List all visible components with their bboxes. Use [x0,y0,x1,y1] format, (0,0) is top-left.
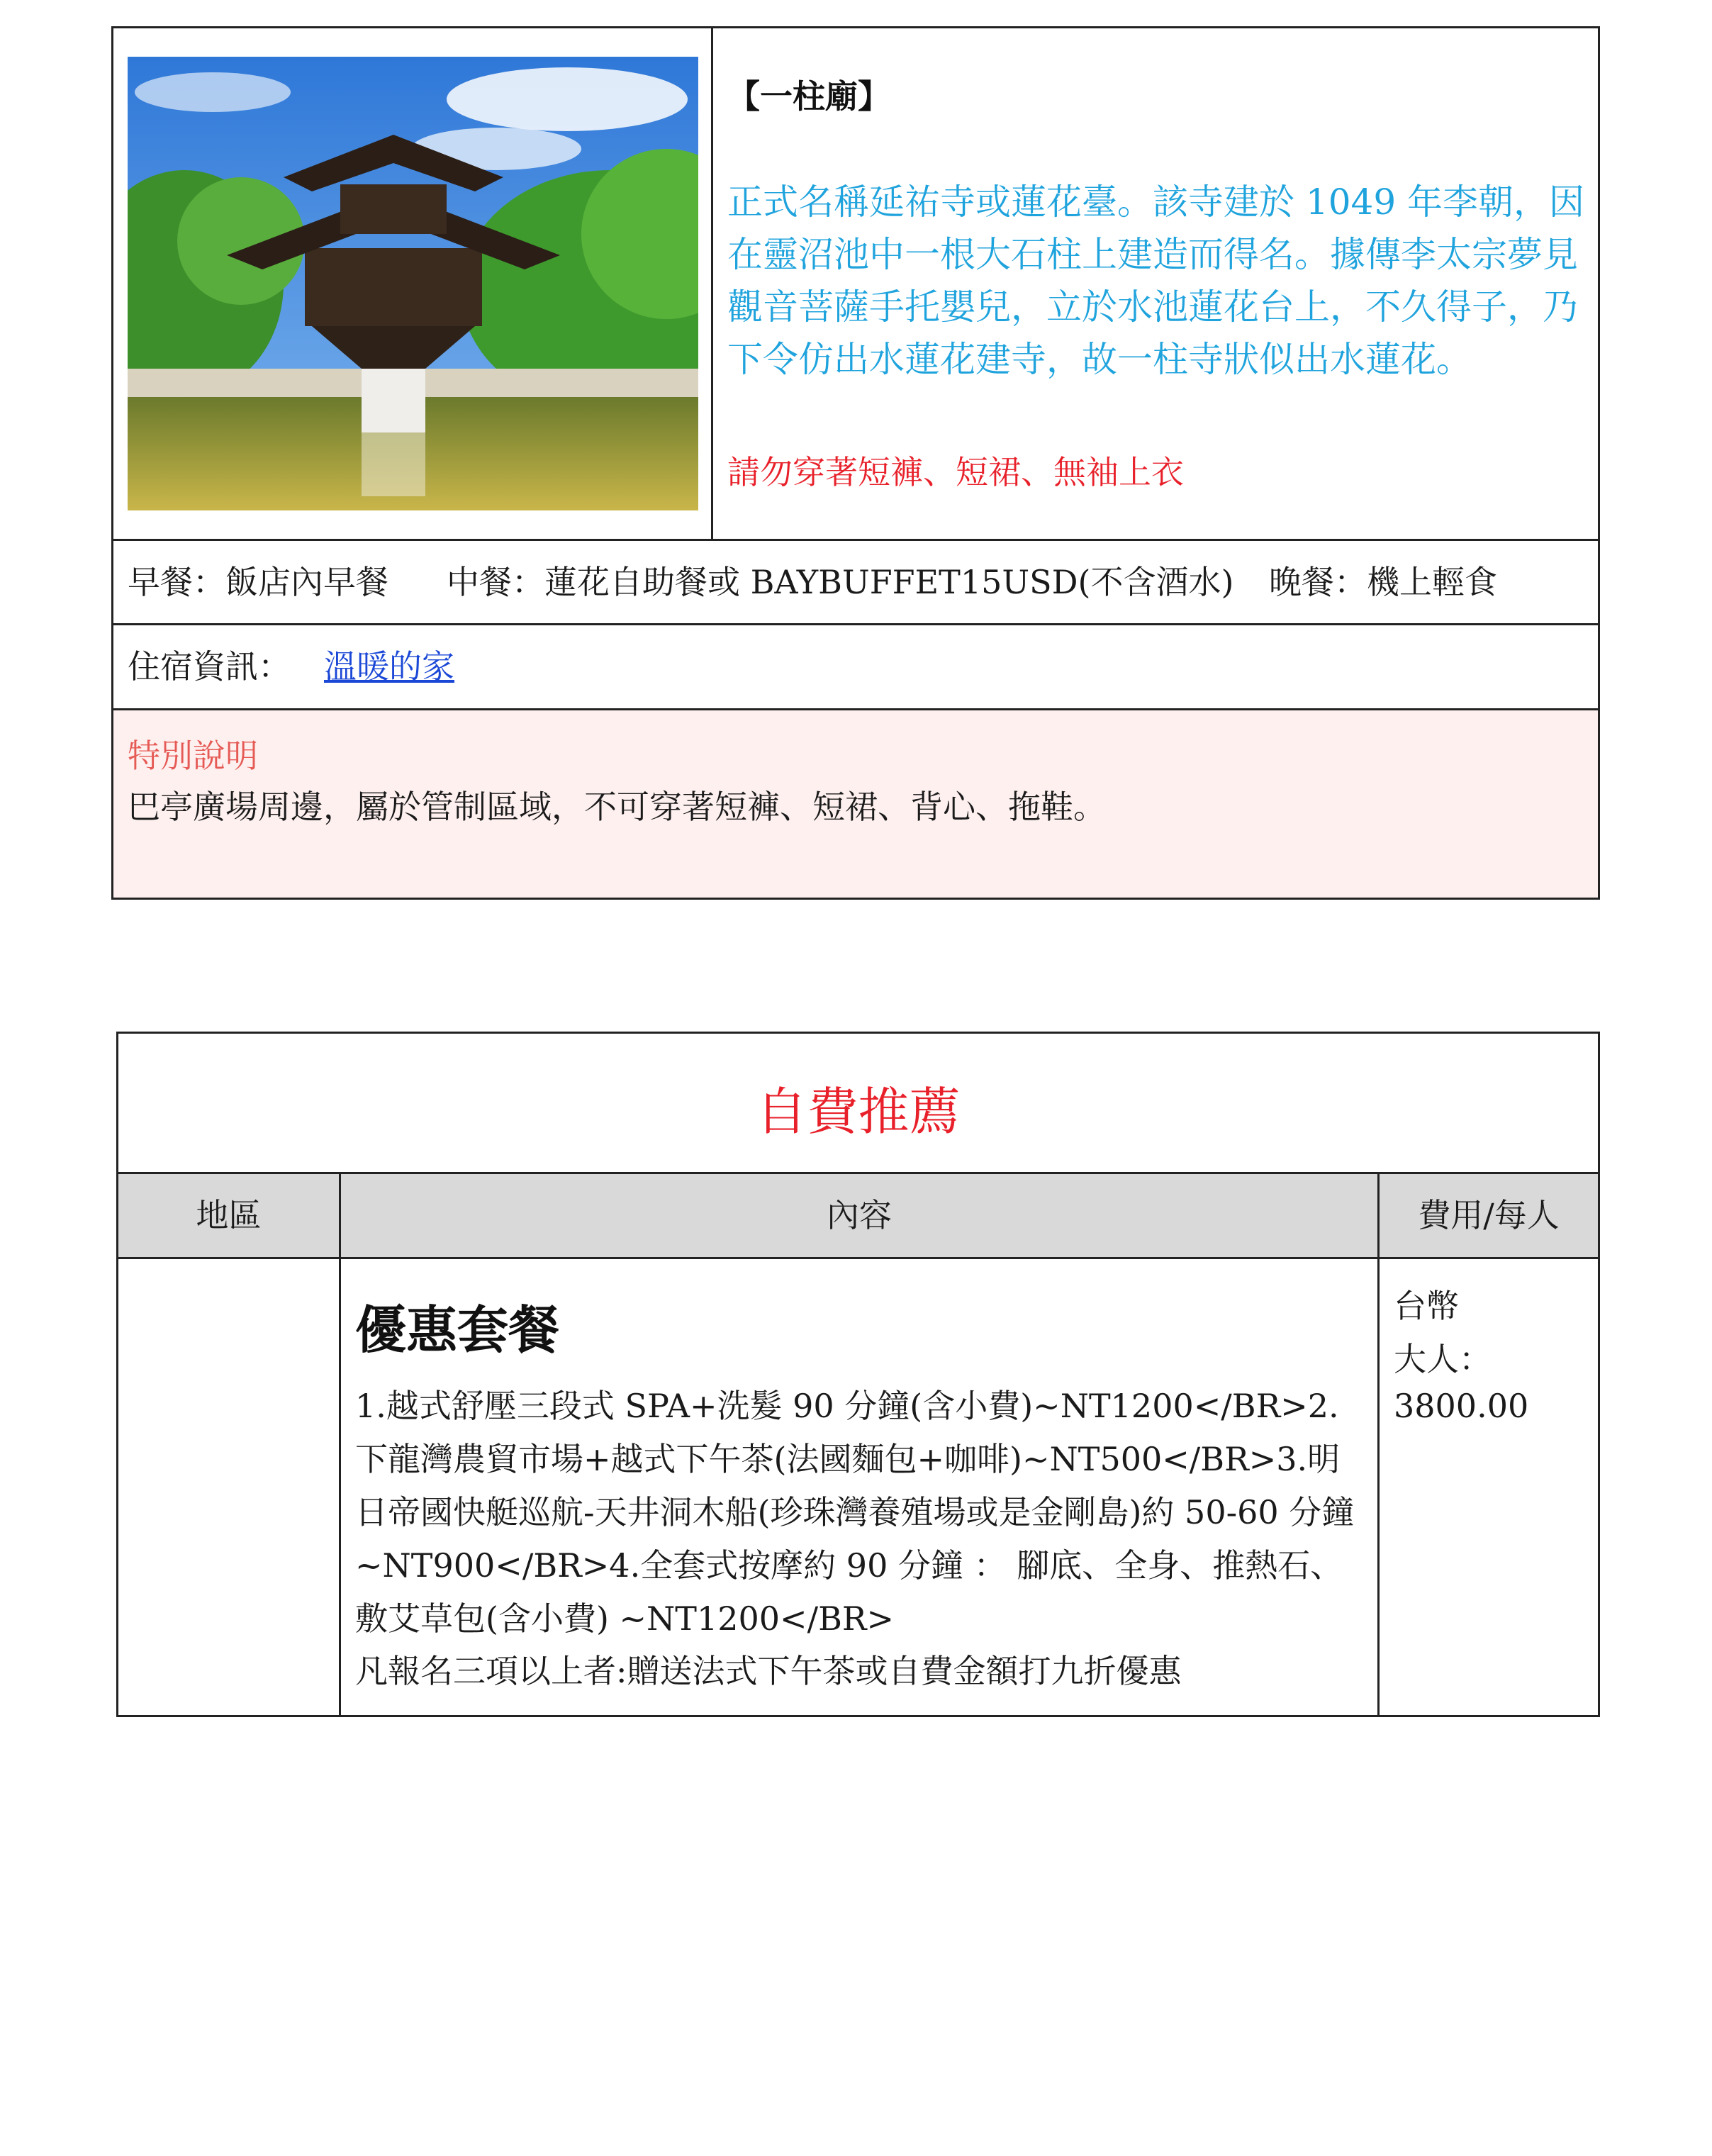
fee-cell [1380,1259,1598,1715]
breakfast-info: 早餐：飯店內早餐 [128,563,388,601]
optional-tours-table [116,1032,1600,1717]
attraction-row [113,28,1598,541]
one-pillar-pagoda-image [128,57,698,510]
hotel-row [113,625,1598,710]
fee-currency: 台幣 [1394,1287,1459,1325]
attraction-table [111,26,1600,900]
special-notes [113,710,1598,898]
content-cell [341,1259,1380,1715]
header-fee: 費用/每人 [1418,1196,1560,1234]
package-bonus: 凡報名三項以上者:贈送法式下午茶或自費金額打九折優惠 [355,1652,1182,1690]
attraction-title: 【一柱廟】 [727,77,890,116]
optional-tours-title-row [118,1034,1598,1174]
description-cell [713,28,1598,539]
region-cell [118,1259,341,1715]
special-notes-title: 特別說明 [128,737,258,775]
attraction-description: 正式名稱延祐寺或蓮花臺。該寺建於 1049 年李朝，因在靈沼池中一根大石柱上建造而得名。據傳李太宗夢見觀音菩薩手托嬰兒，立於水池蓮花台上，不久得子，乃下令仿出水蓮花建寺，故一柱寺狀似出水蓮花。 [727,181,1585,380]
dress-code-warning: 請勿穿著短褲、短裙、無袖上衣 [727,453,1184,491]
fee-amount: 3800.00 [1394,1387,1529,1425]
package-description: 1.越式舒壓三段式 SPA+洗髮 90 分鐘(含小費)~NT1200</BR>2.下龍灣農貿市場+越式下午茶(法國麵包+咖啡)~NT500</BR>3.明日帝國快艇巡航-天井洞木船(珍珠灣養殖場或是金剛島)約 50-60 分鐘~NT900</BR>4.全套式按摩約 90 分鐘 ： 腳底、全身、推熱石、敷艾草包(含小費) ~NT1200</BR> [355,1387,1355,1638]
hotel-label: 住宿資訊： [128,647,291,686]
header-content: 內容 [341,1174,1380,1257]
photo-cell [113,28,713,539]
meals-row [113,541,1598,625]
lunch-info: 中餐：蓮花自助餐或 BAYBUFFET15USD(不含酒水) [447,563,1234,601]
table-header [118,1174,1598,1259]
fee-adult-label: 大人： [1394,1340,1492,1378]
optional-tours-title: 自費推薦 [756,1082,961,1141]
special-notes-text: 巴亭廣場周邊，屬於管制區域，不可穿著短褲、短裙、背心、拖鞋。 [128,788,1106,826]
dinner-info: 晚餐：機上輕食 [1269,563,1497,601]
package-title: 優惠套餐 [355,1300,560,1360]
pagoda-photo [128,57,698,510]
hotel-link[interactable]: 溫暖的家 [324,647,454,686]
table-row [118,1259,1598,1715]
header-region: 地區 [118,1174,341,1257]
